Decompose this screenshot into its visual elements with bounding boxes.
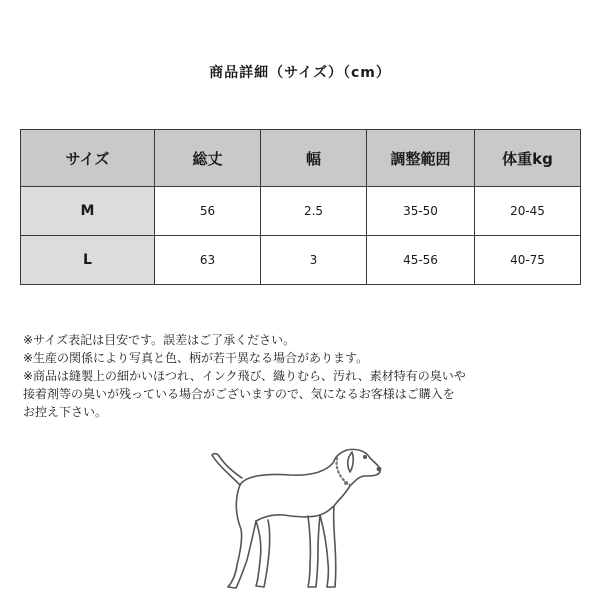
table-row <box>21 187 581 236</box>
dog-with-collar-icon <box>200 445 390 595</box>
table-row <box>21 236 581 285</box>
table-cell: 3 <box>261 236 367 285</box>
size-table <box>20 129 581 285</box>
table-cell: 40-75 <box>475 236 581 285</box>
table-cell: 2.5 <box>261 187 367 236</box>
table-cell: 56 <box>155 187 261 236</box>
table-cell: 20-45 <box>475 187 581 236</box>
header-weight: 体重kg <box>475 130 581 187</box>
header-total-length: 総丈 <box>155 130 261 187</box>
table-cell: 45-56 <box>367 236 475 285</box>
table-cell: 63 <box>155 236 261 285</box>
page-title: 商品詳細（サイズ）（cm） <box>209 65 391 81</box>
note-line: ※サイズ表記は目安です。誤差はご了承ください。 <box>23 333 296 347</box>
header-adjust-range: 調整範囲 <box>367 130 475 187</box>
note-line: お控え下さい。 <box>23 405 108 419</box>
note-line: ※生産の関係により写真と色、柄が若干異なる場合があります。 <box>23 351 369 365</box>
size-cell: M <box>21 187 155 236</box>
header-size: サイズ <box>21 130 155 187</box>
note-line: ※商品は縫製上の細かいほつれ、インク飛び、織りむら、汚れ、素材特有の臭いや <box>23 369 466 383</box>
table-header-row <box>21 130 581 187</box>
size-cell: L <box>21 236 155 285</box>
notes <box>23 331 583 421</box>
table-cell: 35-50 <box>367 187 475 236</box>
note-line: 接着剤等の臭いが残っている場合がございますので、気になるお客様はご購入を <box>23 387 455 401</box>
header-width: 幅 <box>261 130 367 187</box>
